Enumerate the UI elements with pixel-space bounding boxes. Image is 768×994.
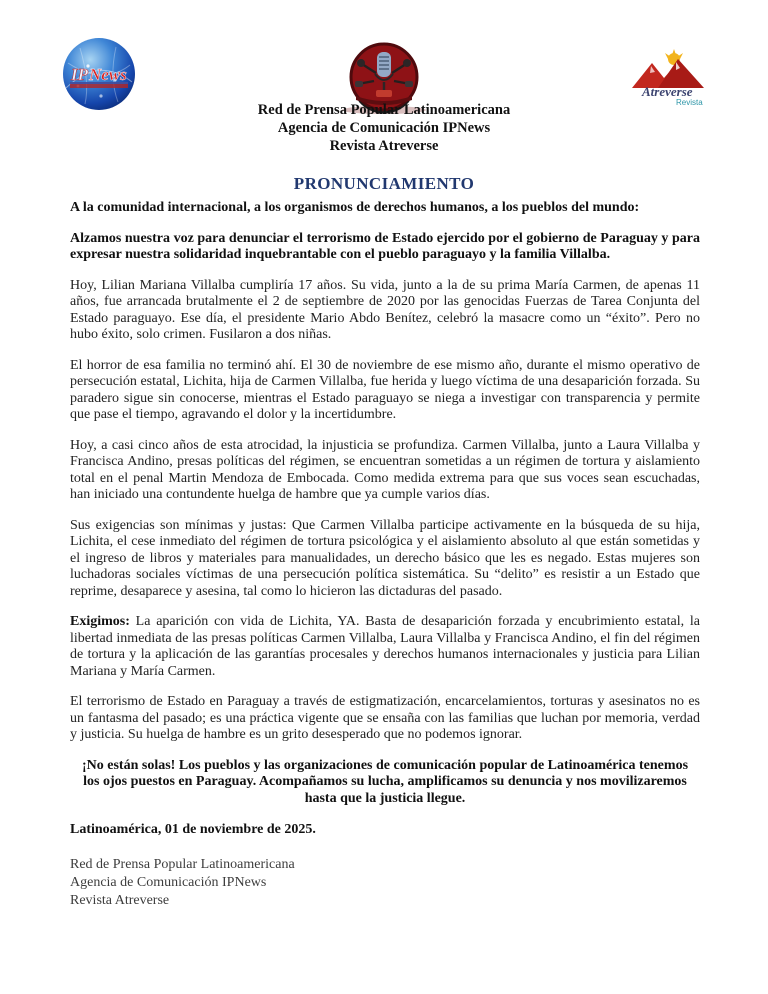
emphasis-paragraph: Alzamos nuestra voz para denunciar el terrorismo de Estado ejercido por el gobierno de Paraguay y para expresar nuestra solidaridad inquebrantable con el pueblo paraguayo y la familia Villalba. <box>70 230 700 262</box>
exigimos-lead: Exigimos: <box>70 614 130 629</box>
org-line-red-prensa: Red de Prensa Popular Latinoamericana <box>257 102 511 118</box>
signature-line-red-prensa: Red de Prensa Popular Latinoamericana <box>70 856 295 872</box>
document-body <box>70 200 700 910</box>
org-line-agencia: Agencia de Comunicación IPNews <box>277 120 491 136</box>
organization-lines <box>0 101 768 155</box>
document-title: PRONUNCIAMIENTO <box>293 174 475 193</box>
paragraph-lichita-disappearance: El horror de esa familia no terminó ahí. El 30 de noviembre de ese mismo año, durante el mismo operativo de persecución estatal, Lichita, hija de Carmen Villalba, fue herida y luego víctima de una desaparición forzada. Su paradero sigue sin conocerse, mientras el Estado paraguayo se niega a investigar con transparencia y permite que pase el tiempo, agravando el dolor y la incertidumbre. <box>70 357 700 422</box>
signature-line-agencia: Agencia de Comunicación IPNews <box>70 874 267 890</box>
ipnews-logo-news-text: News <box>89 65 127 84</box>
signature-block <box>70 856 700 910</box>
paragraph-hunger-strike: Hoy, a casi cinco años de esta atrocidad, la injusticia se profundiza. Carmen Villalba, junto a Laura Villalba y Francisca Andino, presas políticas del régimen, se encuentran sometidas a un régimen de tortura y aislamiento total en el penal Martin Mendoza de Embocada. Como medida extrema para que sus voces sean escuchadas, han iniciado una contundente huelga de hambre que ya cumple varios días. <box>70 437 700 502</box>
signature-line-revista: Revista Atreverse <box>70 892 170 908</box>
atreverse-revista-text: Revista <box>676 98 703 107</box>
paragraph-exigimos <box>70 614 700 680</box>
document-header <box>0 0 768 200</box>
mountain-sun-icon <box>624 46 716 108</box>
atreverse-logo-text: Atreverse <box>642 84 693 99</box>
paragraph-demands-detail: Sus exigencias son mínimas y justas: Que Carmen Villalba participe activamente en la búsqueda de su hija, Lichita, el cese inmediato del régimen de tortura psicológica y el aislamiento absoluto al que están sometidas y el ingreso de libros y materiales para manualidades, un derecho básico que les es negado. Estas mujeres son luchadoras sociales víctimas de una persecución política sistemática. Su “delito” es resistir a un Estado que reprime, desaparece y asesina, tal como lo hicieron las dictaduras del pasado. <box>70 517 700 599</box>
date-line: Latinoamérica, 01 de noviembre de 2025. <box>70 822 316 837</box>
ipnews-logo-ip-text: IP <box>71 65 88 84</box>
org-line-revista: Revista Atreverse <box>329 138 439 154</box>
closing-statement: ¡No están solas! Los pueblos y las organizaciones de comunicación popular de Latinoamérica tenemos los ojos puestos en Paraguay. Acompañamos su lucha, amplificamos su denuncia y nos movilizaremos hasta que la justicia llegue. <box>81 757 689 806</box>
paragraph-state-terrorism: El terrorismo de Estado en Paraguay a través de estigmatización, encarcelamientos, torturas y asesinatos no es un fantasma del pasado; es una práctica vigente que se ensaña con las familias que luchan por memoria, verdad y justicia. Su huelga de hambre es un grito desesperado que no podemos ignorar. <box>70 694 700 742</box>
paragraph-villalba-anniversary: Hoy, Lilian Mariana Villalba cumpliría 17 años. Su vida, junto a la de su prima María Carmen, de apenas 11 años, fue arrancada brutalmente el 2 de septiembre de 2020 por las genocidas Fuerzas de Tarea Conjunta del Estado paraguayo. Ese día, el presidente Mario Abdo Benítez, celebró la masacre como un “éxito”. Pero no hubo éxito, solo crimen. Fusilaron a dos niñas. <box>70 277 700 342</box>
exigimos-text: La aparición con vida de Lichita, YA. Basta de desaparición forzada y encubrimiento estatal, la libertad inmediata de las presas políticas Carmen Villalba, Laura Villalba y Francisca Andino, el fin del régimen de tortura y la aplicación de las garantías procesales y derechos humanos internacionales y justicia para Lilian Mariana y María Carmen. <box>70 614 700 679</box>
salutation-paragraph: A la comunidad internacional, a los organismos de derechos humanos, a los pueblos del mundo: <box>70 200 640 215</box>
atreverse-logo <box>624 46 716 108</box>
